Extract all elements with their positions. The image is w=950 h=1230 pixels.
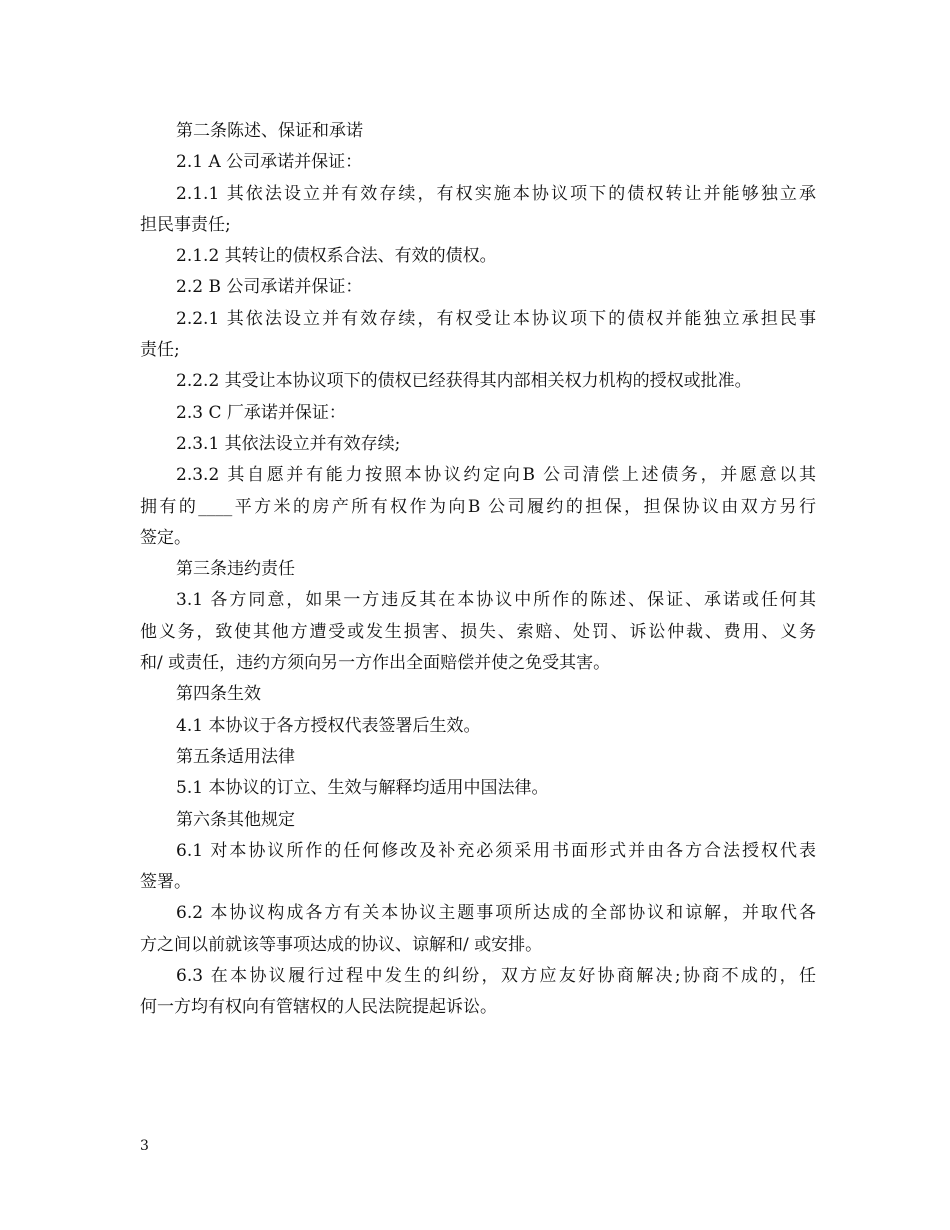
text-line: 6.1 对本协议所作的任何修改及补充必须采用书面形式并由各方合法授权代表: [176, 840, 816, 861]
document-body: [140, 116, 816, 1024]
text-line: 2.1.1 其依法设立并有效存续，有权实施本协议项下的债权转让并能够独立承: [176, 183, 816, 204]
text-line: 拥有的____平方米的房产所有权作为向B 公司履约的担保，担保协议由双方另行: [140, 496, 816, 517]
text-line: 6.3 在本协议履行过程中发生的纠纷，双方应友好协商解决;协商不成的，任: [176, 966, 816, 987]
text-line: 第二条陈述、保证和承诺: [176, 121, 363, 141]
text-line: 和/ 或责任，违约方须向另一方作出全面赔偿并使之免受其害。: [140, 653, 611, 674]
page-number: 3: [140, 1138, 149, 1154]
text-line: 2.1 A 公司承诺并保证：: [176, 152, 363, 173]
text-line: 5.1 本协议的订立、生效与解释均适用中国法律。: [176, 778, 549, 799]
text-line: 第四条生效: [176, 684, 261, 705]
text-line: 担民事责任;: [140, 214, 231, 235]
text-line: 2.2.1 其依法设立并有效存续，有权受让本协议项下的债权并能独立承担民事: [176, 308, 816, 329]
text-line: 4.1 本协议于各方授权代表签署后生效。: [176, 715, 481, 736]
text-line: 2.3.1 其依法设立并有效存续;: [176, 433, 401, 454]
text-line: 签定。: [140, 527, 191, 548]
text-line: 2.2 B 公司承诺并保证：: [176, 277, 363, 298]
text-line: 方之间以前就该等事项达成的协议、谅解和/ 或安排。: [140, 934, 543, 955]
text-line: 2.3.2 其自愿并有能力按照本协议约定向B 公司清偿上述债务，并愿意以其: [176, 465, 816, 486]
text-line: 他义务，致使其他方遭受或发生损害、损失、索赔、处罚、诉讼仲裁、费用、义务: [140, 621, 816, 642]
text-line: 第五条适用法律: [176, 746, 295, 767]
text-line: 第三条违约责任: [176, 559, 295, 580]
text-line: 何一方均有权向有管辖权的人民法院提起诉讼。: [140, 997, 497, 1018]
text-line: 第六条其他规定: [176, 809, 295, 830]
text-line: 2.2.2 其受让本协议项下的债权已经获得其内部相关权力机构的授权或批准。: [176, 371, 752, 392]
text-line: 6.2 本协议构成各方有关本协议主题事项所达成的全部协议和谅解，并取代各: [176, 903, 816, 924]
text-line: 2.1.2 其转让的债权系合法、有效的债权。: [176, 246, 497, 267]
text-line: 2.3 C 厂承诺并保证：: [176, 402, 346, 423]
text-line: 3.1 各方同意，如果一方违反其在本协议中所作的陈述、保证、承诺或任何其: [176, 590, 816, 611]
text-line: 签署。: [140, 872, 191, 893]
text-line: 责任;: [140, 340, 180, 361]
